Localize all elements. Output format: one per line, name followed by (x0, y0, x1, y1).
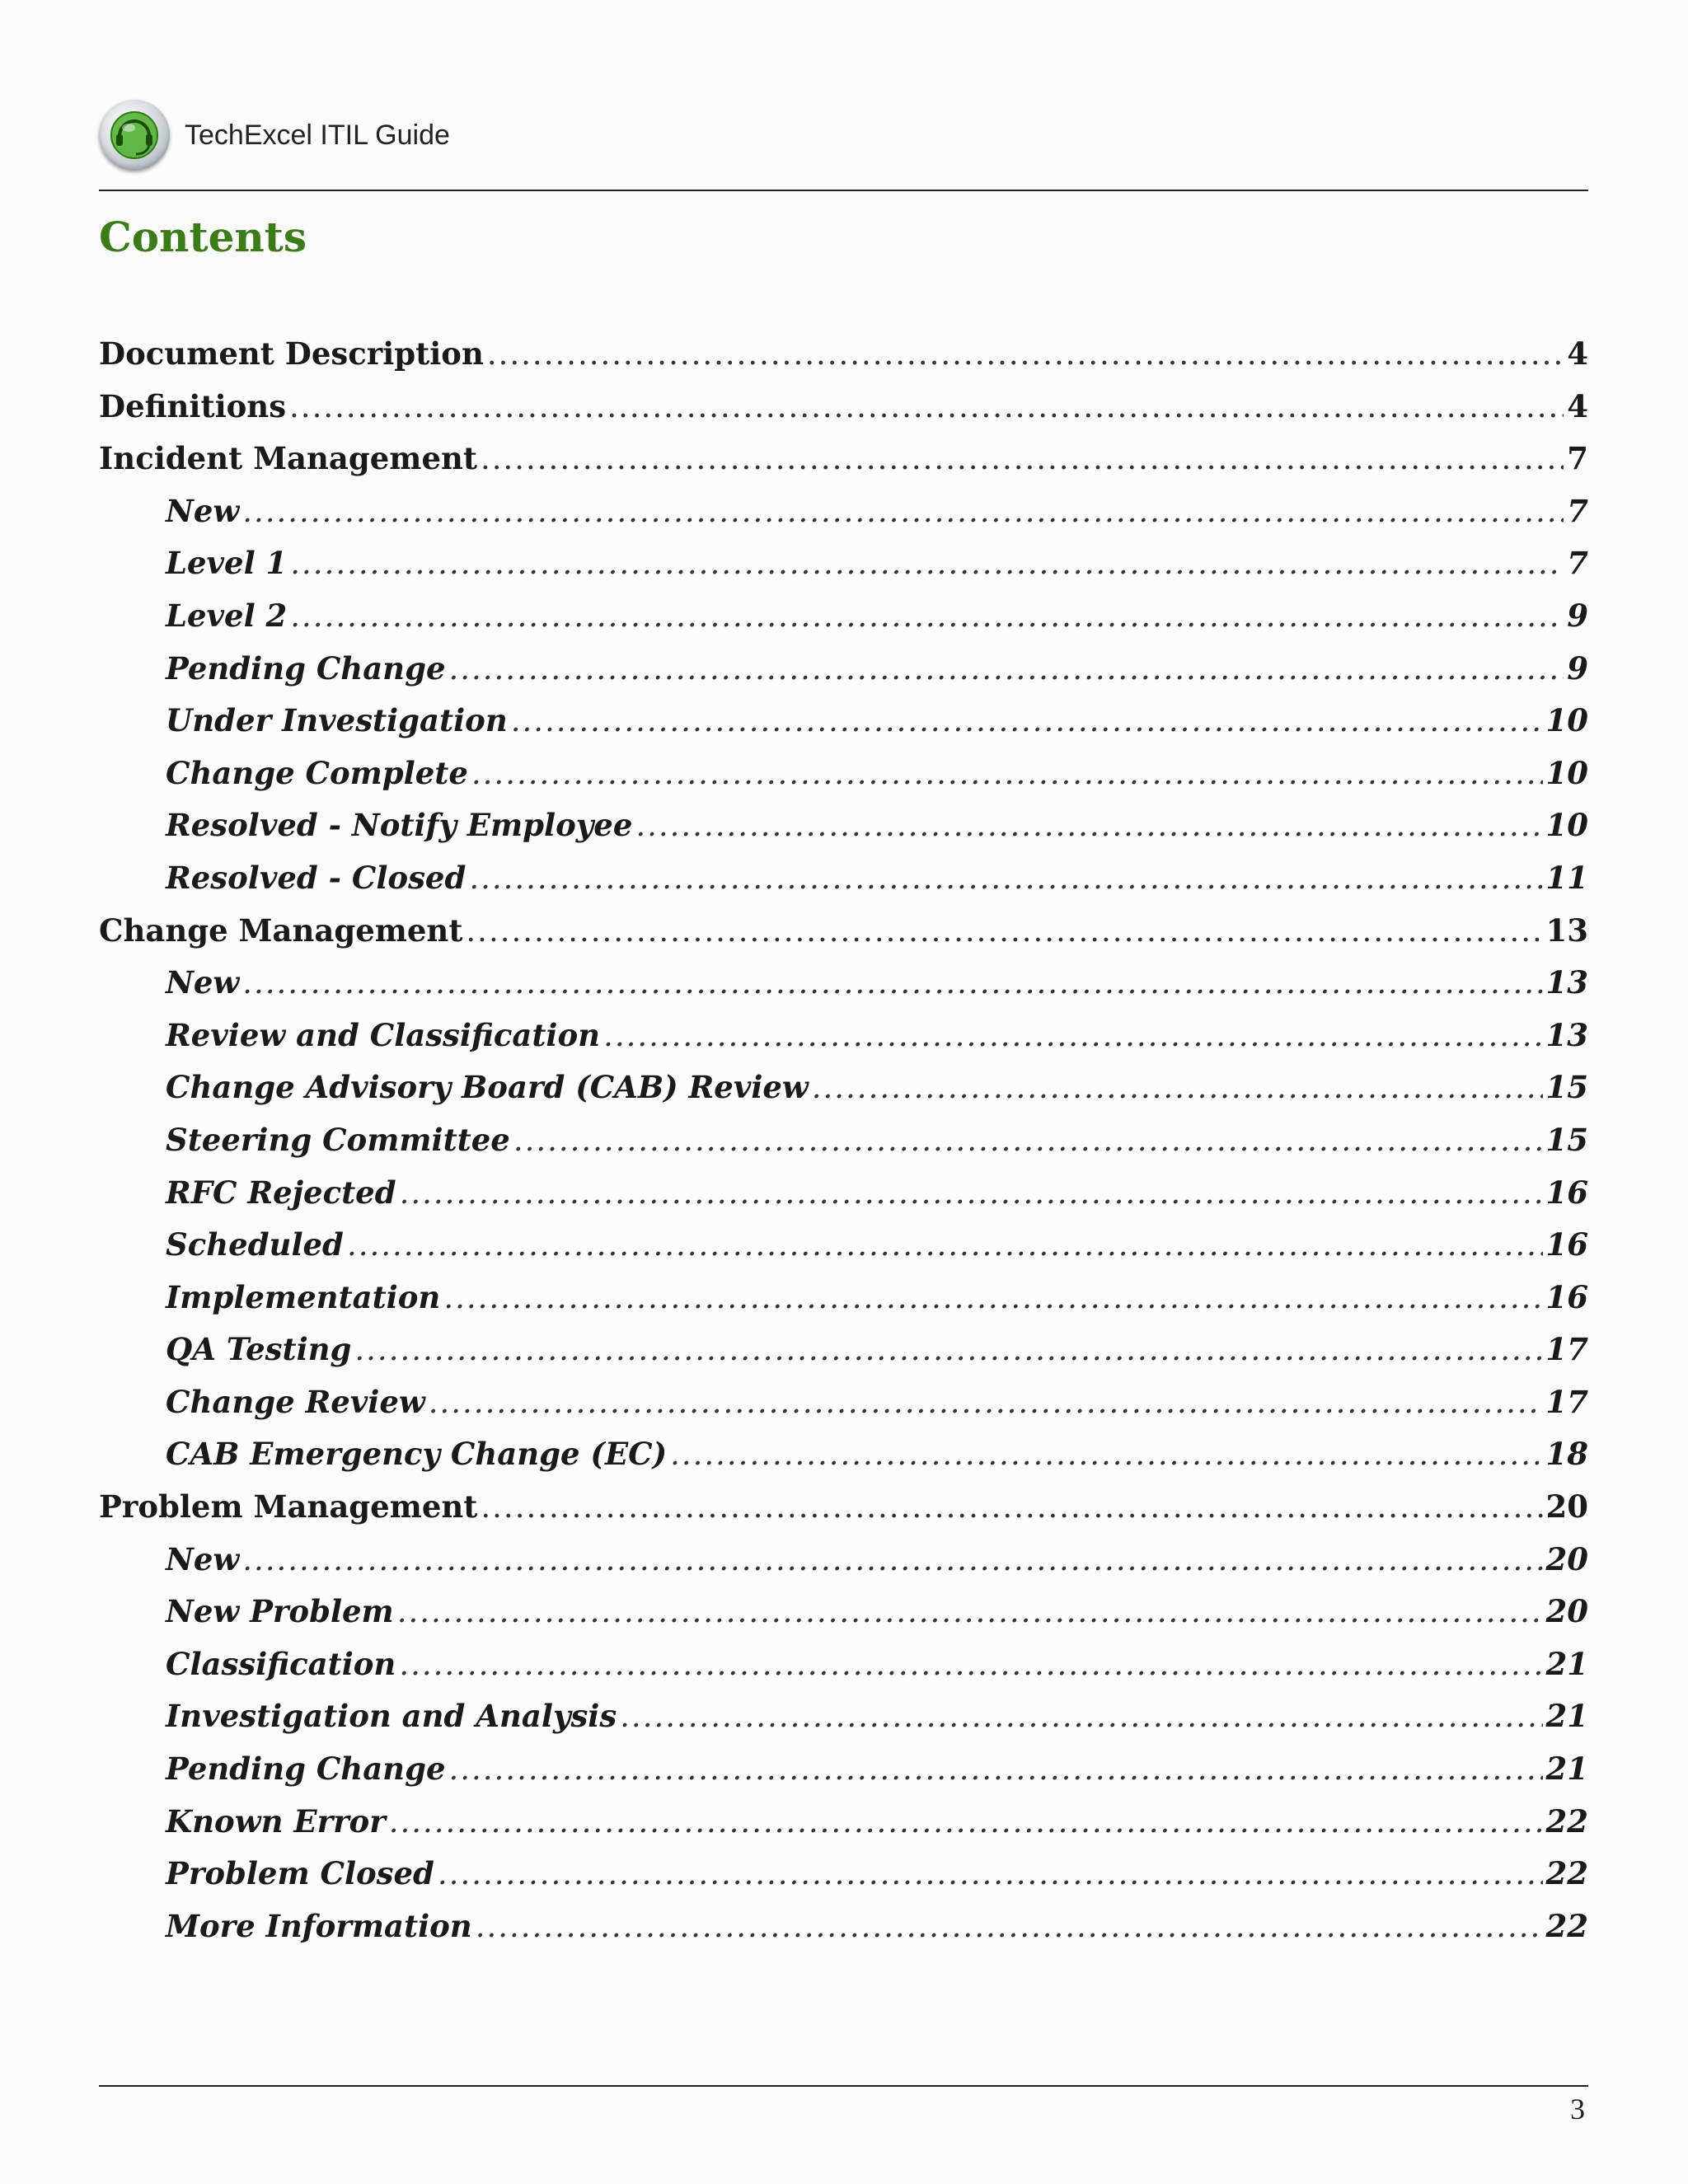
toc-dot-leader (242, 485, 1564, 538)
toc-entry-page: 4 (1567, 387, 1588, 424)
page-number: 3 (1570, 2093, 1585, 2125)
toc-entry[interactable] (99, 1376, 1588, 1429)
toc-entry-label: Scheduled (166, 1226, 344, 1263)
toc-entry-page: 22 (1545, 1855, 1588, 1892)
toc-dot-leader (469, 852, 1542, 905)
toc-entry[interactable] (99, 485, 1588, 538)
toc-entry-page: 13 (1545, 912, 1588, 949)
toc-entry-page: 10 (1545, 754, 1588, 791)
toc-entry-page: 21 (1545, 1750, 1588, 1788)
toc-entry-page: 22 (1545, 1907, 1588, 1944)
toc-entry-page: 13 (1545, 964, 1588, 1001)
toc-entry-label: Known Error (166, 1802, 386, 1840)
header-divider (99, 190, 1588, 191)
toc-entry[interactable] (99, 695, 1588, 748)
toc-entry-page: 16 (1545, 1226, 1588, 1263)
toc-entry[interactable] (99, 957, 1588, 1010)
toc-entry-page: 17 (1545, 1331, 1588, 1368)
toc-dot-leader (354, 1324, 1542, 1376)
toc-dot-leader (289, 381, 1564, 434)
toc-entry[interactable] (99, 381, 1588, 434)
toc-dot-leader (397, 1586, 1543, 1638)
toc-entry-page: 21 (1545, 1698, 1588, 1735)
page-title: Contents (99, 213, 307, 261)
toc-entry[interactable] (99, 1534, 1588, 1586)
toc-entry-label: Resolved - Notify Employee (166, 807, 633, 844)
toc-entry[interactable] (99, 852, 1588, 905)
toc-entry-page: 11 (1545, 859, 1588, 896)
toc-entry-page: 13 (1545, 1016, 1588, 1053)
toc-dot-leader (635, 799, 1542, 852)
toc-entry[interactable] (99, 1586, 1588, 1638)
toc-entry-label: Implementation (166, 1278, 441, 1315)
toc-entry[interactable] (99, 905, 1588, 958)
toc-entry-page: 20 (1545, 1593, 1588, 1630)
toc-entry[interactable] (99, 433, 1588, 485)
toc-dot-leader (438, 1848, 1543, 1900)
toc-entry[interactable] (99, 643, 1588, 696)
toc-entry-label: Document Description (99, 335, 484, 372)
toc-dot-leader (620, 1690, 1542, 1743)
toc-entry-label: Level 2 (166, 597, 288, 634)
toc-entry-label: Change Management (99, 912, 463, 949)
toc-entry[interactable] (99, 1114, 1588, 1167)
toc-entry[interactable] (99, 799, 1588, 852)
toc-entry-page: 7 (1567, 492, 1588, 529)
toc-entry-label: Problem Management (99, 1488, 478, 1526)
toc-entry-page: 21 (1545, 1645, 1588, 1682)
toc-dot-leader (471, 748, 1543, 800)
toc-entry-label: Problem Closed (166, 1855, 434, 1892)
toc-dot-leader (290, 590, 1564, 643)
toc-entry[interactable] (99, 1690, 1588, 1743)
page-header (99, 97, 450, 173)
toc-dot-leader (290, 537, 1564, 590)
table-of-contents (99, 328, 1588, 1952)
toc-dot-leader (487, 328, 1564, 381)
toc-entry-page: 10 (1545, 807, 1588, 844)
toc-entry-label: CAB Emergency Change (EC) (166, 1436, 668, 1473)
toc-entry-label: Review and Classification (166, 1016, 601, 1053)
toc-dot-leader (466, 905, 1542, 958)
toc-entry-label: New (166, 492, 240, 529)
toc-entry-label: Incident Management (99, 440, 477, 477)
toc-entry-page: 9 (1567, 649, 1588, 687)
toc-entry-label: Change Complete (166, 754, 468, 791)
toc-entry-label: Pending Change (166, 1750, 446, 1788)
toc-entry[interactable] (99, 1796, 1588, 1849)
toc-dot-leader (389, 1796, 1543, 1849)
toc-entry[interactable] (99, 1167, 1588, 1220)
toc-entry-label: Classification (166, 1645, 396, 1682)
toc-entry-page: 9 (1567, 597, 1588, 634)
toc-entry-page: 4 (1567, 335, 1588, 372)
toc-entry-label: Resolved - Closed (166, 859, 467, 896)
toc-dot-leader (242, 1534, 1542, 1586)
toc-entry[interactable] (99, 1272, 1588, 1324)
toc-dot-leader (481, 1481, 1542, 1534)
toc-entry[interactable] (99, 1481, 1588, 1534)
toc-entry[interactable] (99, 537, 1588, 590)
toc-entry[interactable] (99, 1638, 1588, 1691)
toc-entry-label: QA Testing (166, 1331, 352, 1368)
toc-dot-leader (400, 1167, 1543, 1220)
toc-entry[interactable] (99, 748, 1588, 800)
toc-entry[interactable] (99, 590, 1588, 643)
toc-dot-leader (476, 1900, 1543, 1953)
toc-entry-page: 7 (1567, 440, 1588, 477)
toc-dot-leader (670, 1428, 1542, 1481)
toc-dot-leader (443, 1272, 1542, 1324)
toc-entry[interactable] (99, 1848, 1588, 1900)
toc-entry-page: 15 (1545, 1069, 1588, 1106)
toc-entry-label: Change Review (166, 1383, 425, 1420)
toc-dot-leader (449, 643, 1564, 696)
toc-entry-page: 16 (1545, 1174, 1588, 1211)
toc-dot-leader (511, 695, 1543, 748)
toc-entry-label: New (166, 1540, 240, 1577)
toc-entry-page: 16 (1545, 1278, 1588, 1315)
toc-dot-leader (812, 1062, 1543, 1114)
toc-entry[interactable] (99, 328, 1588, 381)
toc-entry-label: Definitions (99, 387, 287, 424)
toc-entry-label: New (166, 964, 240, 1001)
toc-entry-page: 20 (1545, 1488, 1588, 1526)
toc-entry-label: Level 1 (166, 545, 288, 582)
toc-entry-page: 10 (1545, 702, 1588, 739)
toc-entry[interactable] (99, 1900, 1588, 1953)
toc-entry-label: Pending Change (166, 649, 446, 687)
toc-dot-leader (429, 1376, 1543, 1429)
toc-entry-page: 7 (1567, 545, 1588, 582)
toc-entry-label: RFC Rejected (166, 1174, 396, 1211)
toc-dot-leader (603, 1010, 1542, 1062)
toc-entry[interactable] (99, 1324, 1588, 1376)
toc-entry-label: More Information (166, 1907, 472, 1944)
header-title: TechExcel ITIL Guide (185, 119, 450, 151)
toc-entry-page: 22 (1545, 1802, 1588, 1840)
toc-entry[interactable] (99, 1428, 1588, 1481)
toc-dot-leader (513, 1114, 1543, 1167)
toc-entry-label: Under Investigation (166, 702, 508, 739)
toc-dot-leader (242, 957, 1542, 1010)
toc-entry[interactable] (99, 1010, 1588, 1062)
toc-entry-label: New Problem (166, 1593, 394, 1630)
toc-entry[interactable] (99, 1219, 1588, 1272)
toc-entry-page: 20 (1545, 1540, 1588, 1577)
toc-dot-leader (481, 433, 1564, 485)
toc-dot-leader (399, 1638, 1542, 1691)
toc-entry-label: Steering Committee (166, 1121, 510, 1158)
toc-entry-page: 17 (1545, 1383, 1588, 1420)
toc-entry-label: Change Advisory Board (CAB) Review (166, 1069, 809, 1106)
toc-entry[interactable] (99, 1743, 1588, 1796)
toc-entry[interactable] (99, 1062, 1588, 1114)
toc-entry-label: Investigation and Analysis (166, 1698, 617, 1735)
headset-globe-icon (99, 100, 170, 171)
toc-entry-page: 18 (1545, 1436, 1588, 1473)
toc-dot-leader (449, 1743, 1543, 1796)
footer-divider (99, 2085, 1588, 2087)
toc-dot-leader (347, 1219, 1543, 1272)
toc-entry-page: 15 (1545, 1121, 1588, 1158)
